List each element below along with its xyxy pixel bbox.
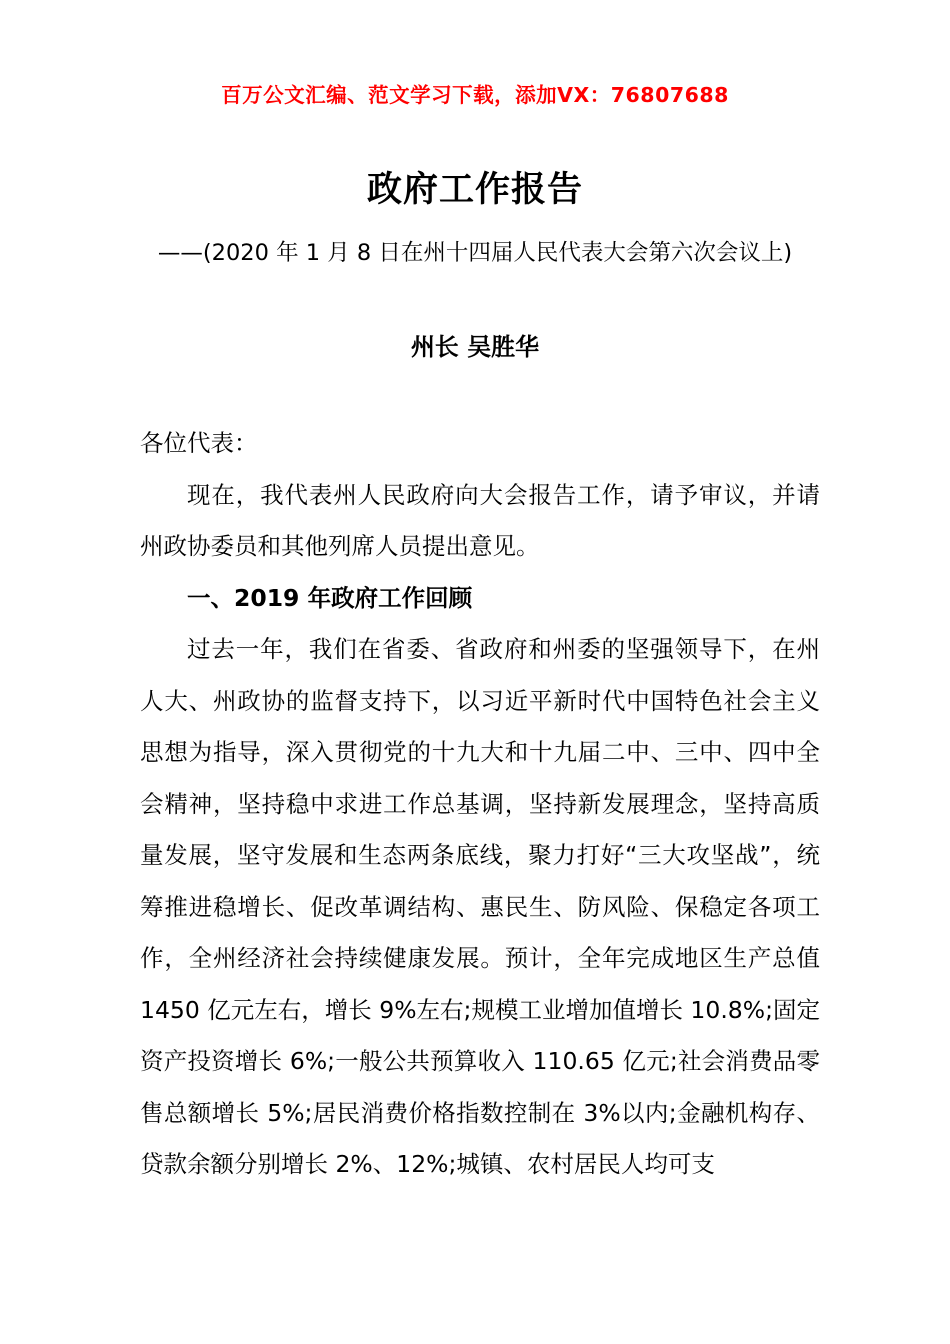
document-subtitle: ——(2020 年 1 月 8 日在州十四届人民代表大会第六次会议上): [157, 240, 793, 266]
document-body: [140, 418, 820, 1191]
paragraph-review: 过去一年，我们在省委、省政府和州委的坚强领导下，在州人大、州政协的监督支持下，以习近平新时代中国特色社会主义思想为指导，深入贯彻党的十九大和十九届二中、三中、四中全会精神，坚持稳中求进工作总基调，坚持新发展理念，坚持高质量发展，坚守发展和生态两条底线，聚力打好“三大攻坚战”，统筹推进稳增长、促改革调结构、惠民生、防风险、保稳定各项工作，全州经济社会持续健康发展。预计，全年完成地区生产总值 1450 亿元左右，增长 9%左右;规模工业增加值增长 10.8%;固定资产投资增长 6%;一般公共预算收入 110.65 亿元;社会消费品零售总额增长 5%;居民消费价格指数控制在 3%以内;金融机构存、贷款余额分别增长 2%、12%;城镇、农村居民人均可支: [140, 635, 820, 1178]
paragraph-opening: 现在，我代表州人民政府向大会报告工作，请予审议，并请州政协委员和其他列席人员提出意见。: [140, 480, 820, 560]
page-title: 政府工作报告: [366, 170, 583, 210]
paragraph-salutation: 各位代表：: [140, 429, 258, 457]
watermark-text: 百万公文汇编、范文学习下载，添加VX：76807688: [221, 83, 729, 107]
paragraph-section-heading-one: 一、2019 年政府工作回顾: [187, 583, 473, 612]
document-author: 州长 吴胜华: [410, 333, 540, 361]
